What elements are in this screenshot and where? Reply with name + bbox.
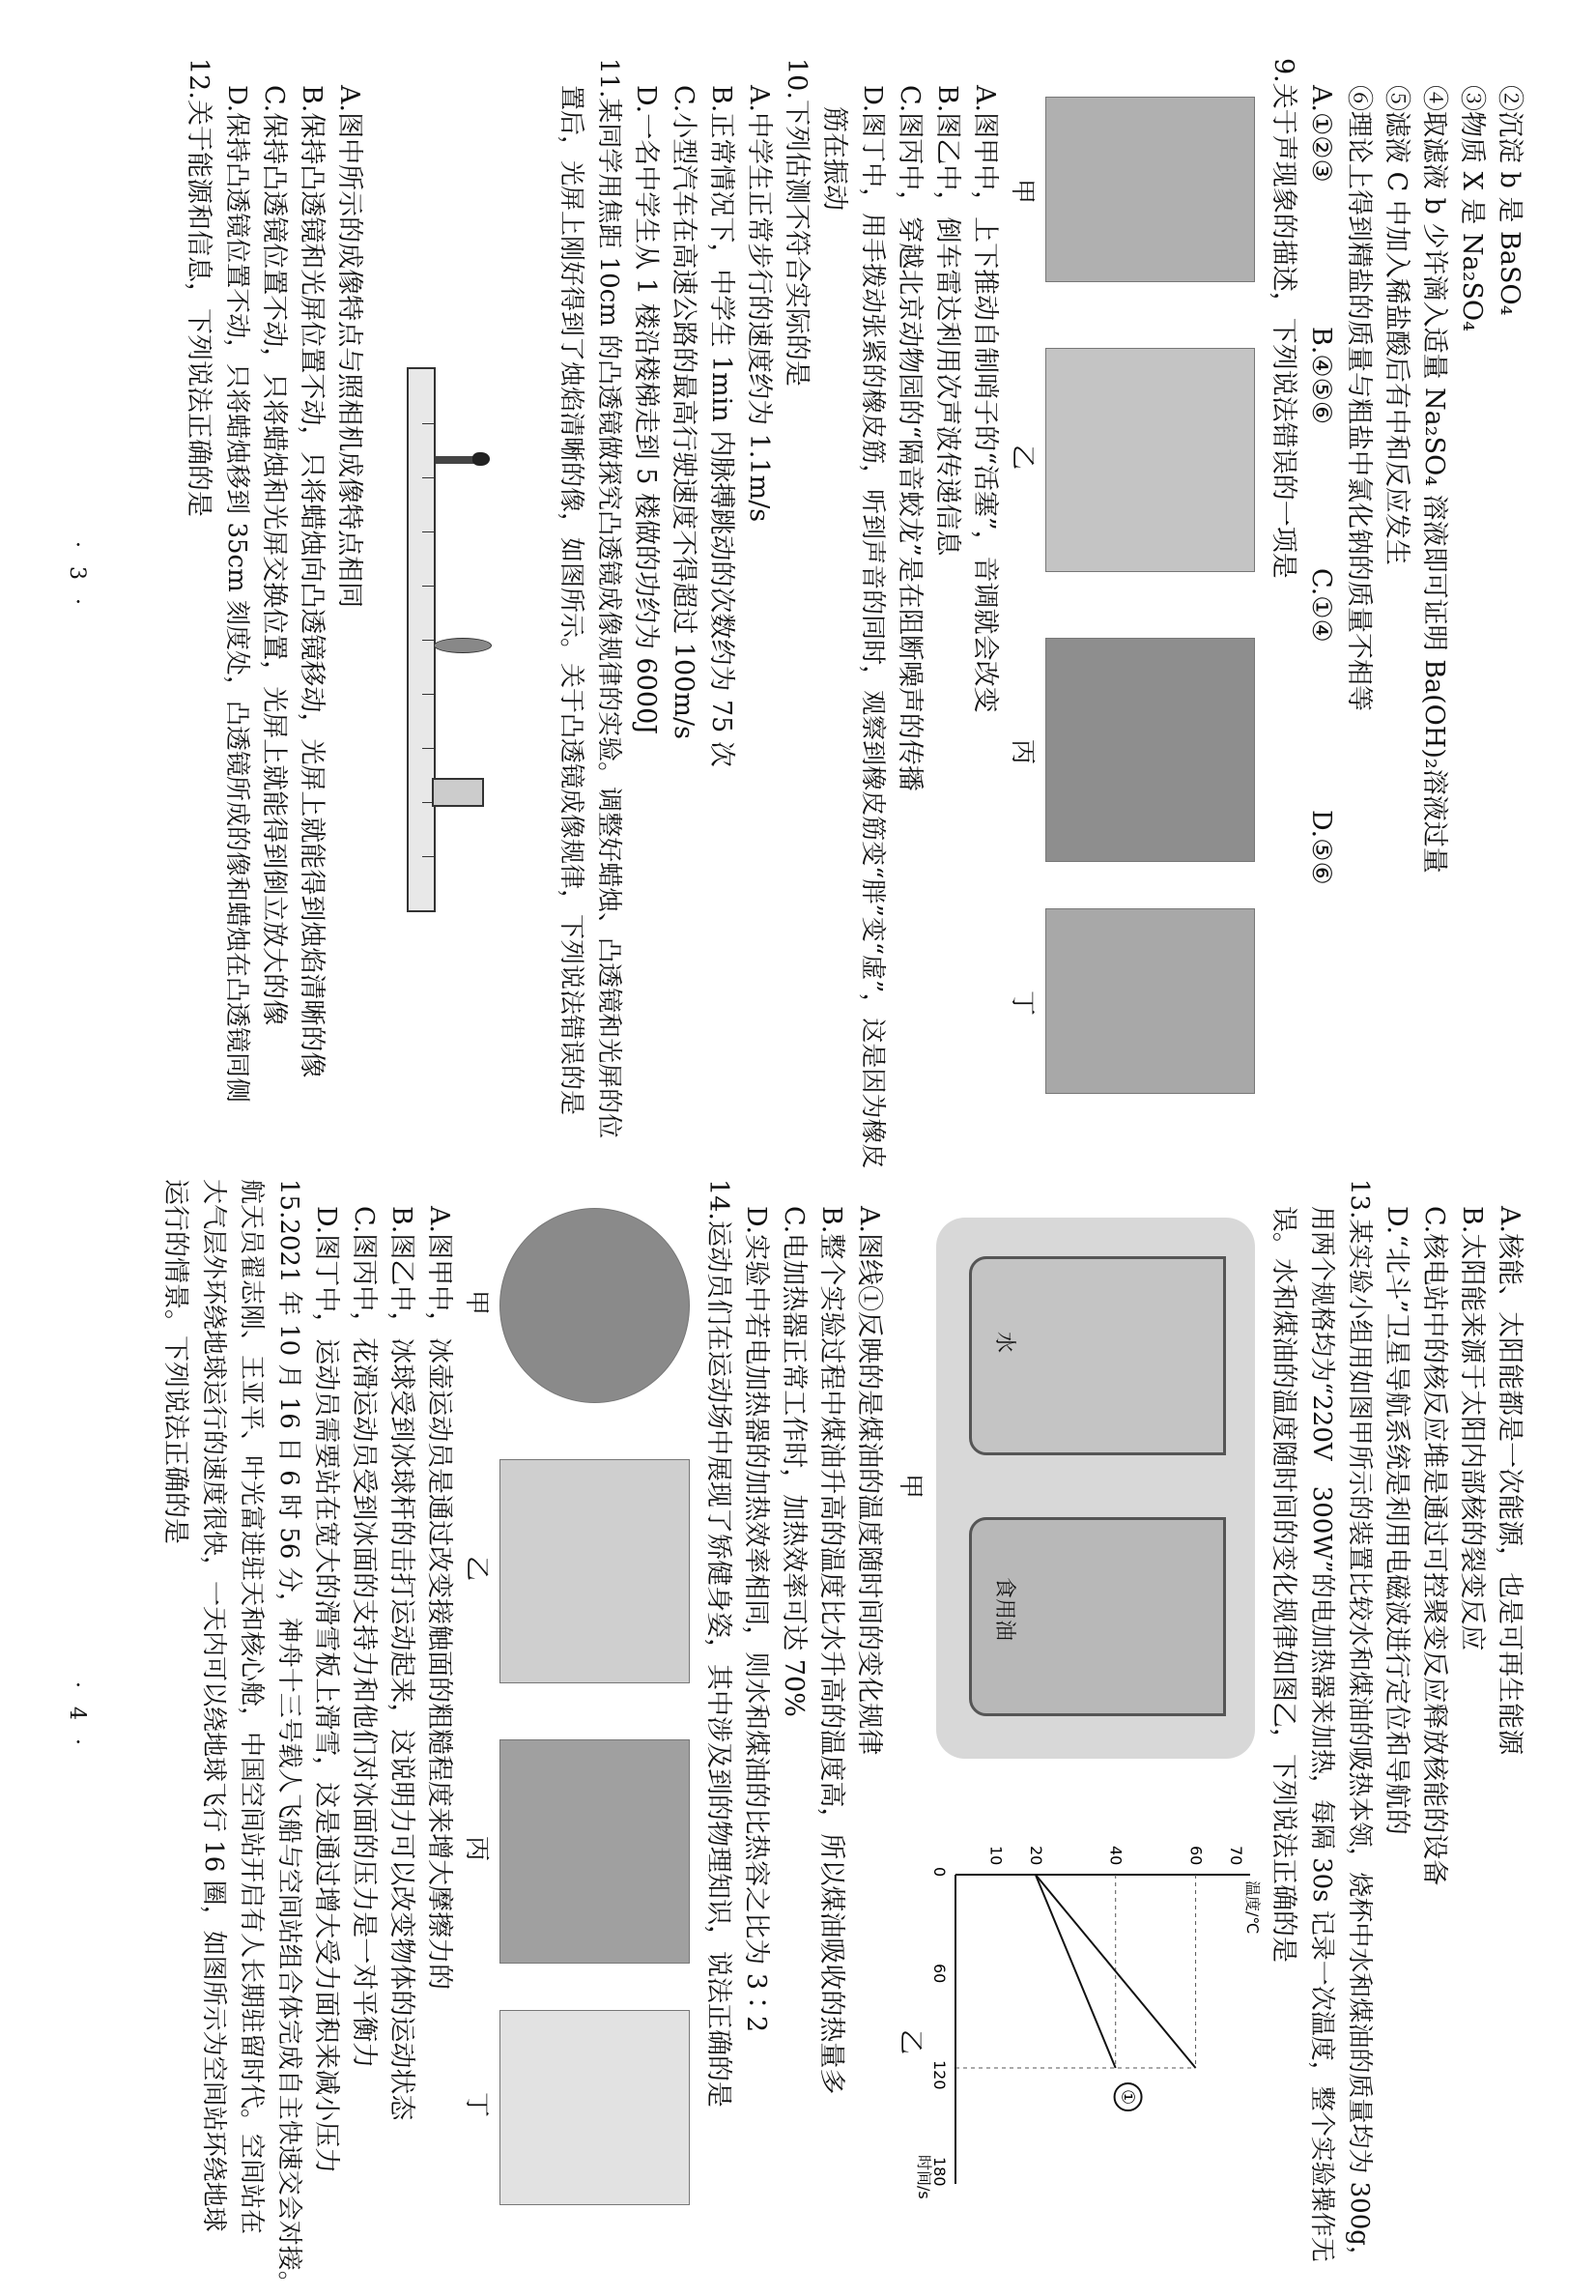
curling-photo [499, 1208, 690, 1403]
q14-figures [458, 1179, 699, 2232]
figure-label: 乙 [462, 1556, 491, 1582]
option: D.一名中学生从 1 楼沿楼梯走到 5 楼做的功约为 6000J [631, 85, 661, 735]
screen-icon [432, 778, 484, 807]
water-beaker [969, 1256, 1226, 1455]
option: C.小型汽车在高速公路的最高行驶速度不得超过 100m/s [669, 85, 698, 739]
y-axis-label: 温度/℃ [1243, 1880, 1262, 1935]
question-stem: 14.运动员们在运动场中展现了矫健身姿，其中涉及到的物理知识，说法正确的是 [703, 1179, 733, 2108]
figure-label: 丙 [1008, 739, 1037, 765]
whistle-photo [1045, 97, 1255, 282]
option: D.保持凸透镜位置不动，只将蜡烛移到 35cm 刻度处，凸透镜所成的像和蜡烛在凸透镜同侧 [222, 85, 251, 1104]
x-axis-label: 时间/s [915, 2155, 933, 2199]
option: B.④⑤⑥ [1306, 327, 1336, 425]
figure-label: 甲 [1008, 179, 1037, 205]
option: A.①②③ [1306, 85, 1336, 183]
question-stem: 大气层外环绕地球运行的速度很快，一天内可以绕地球飞行 16 圈，如图所示为空间站环绕地球 [199, 1179, 228, 2232]
beaker-label: 水 [992, 1332, 1016, 1354]
question-stem: 15.2021 年 10 月 16 日 6 时 56 分，神舟十三号载人飞船与空间站组合体完成自主快速交会对接。 [274, 1179, 303, 2296]
rubber-band-photo [1045, 908, 1255, 1094]
option: B.整个实验过程中煤油升高的温度比水升高的温度高，所以煤油吸收的热量多 [816, 1206, 846, 2095]
x-tick-label: 120 [930, 2060, 949, 2090]
page-number: · 3 · [65, 541, 89, 611]
option: C.图丙中，穿越北京动物园的“隔音蛟龙”是在阻断噪声的传播 [895, 85, 925, 791]
option: B.图乙中，冰球受到冰球杆的击打运动起来，这说明力可以改变物体的运动状态 [386, 1206, 416, 2121]
option: A.图甲中，冰壶运动员是通过改变接触面的粗糙程度来增大摩擦力的 [424, 1206, 454, 1991]
lens-icon [434, 638, 492, 653]
text-line: ④取滤液 b 少许滴入适量 Na₂SO₄ 溶液即可证明 Ba(OH)₂溶液过量 [1419, 85, 1449, 874]
y-tick-label: 40 [1106, 1846, 1126, 1866]
page-number: · 4 · [65, 1681, 89, 1751]
option: D.图丁中，运动员需要站在宽大的滑雪板上滑雪，这是通过增大受力面积来减小压力 [311, 1206, 341, 2174]
figure-label: 丁 [462, 2092, 491, 2118]
q8-options [1302, 58, 1340, 1102]
option: C.保持凸透镜位置不动，只将蜡烛和光屏交换位置，光屏上就能得到倒立放大的像 [259, 85, 289, 1026]
figure-label: 甲 [462, 1290, 491, 1316]
x-tick-label: 180 [930, 2157, 949, 2187]
figure-label: 甲 [896, 1474, 925, 1500]
option: D.⑤⑥ [1306, 810, 1336, 885]
flame-icon [472, 452, 490, 466]
y-tick-label: 10 [986, 1846, 1006, 1866]
optical-bench [407, 367, 436, 912]
temperature-chart [898, 1817, 1265, 2223]
option: B.保持凸透镜和光屏位置不动，只将蜡烛向凸透镜移动，光屏上就能得到烛焰清晰的像 [297, 85, 327, 1078]
question-stem: 12.关于能源和信息，下列说法正确的是 [184, 58, 214, 517]
question-stem: 置后，光屏上刚好得到了烛焰清晰的像，如图所示。关于凸透镜成像规律，下列说法错误的是 [556, 85, 585, 1116]
ice-hockey-photo [499, 1459, 690, 1683]
y-tick-label: 70 [1227, 1846, 1245, 1866]
question-stem: 误。水和煤油的温度随时间的变化规律如图乙，下列说法正确的是 [1268, 1206, 1298, 1963]
x-tick-label: 60 [930, 1964, 949, 1984]
option: D.实验中若电加热器的加热效率相同，则水和煤油的比热容之比为 3∶2 [741, 1206, 771, 2033]
right-page [157, 1179, 1528, 2296]
option: A.中学生正常步行的速度约为 1.1m/s [744, 85, 774, 523]
text-line: ⑤滤液 C 中加入稀盐酸后有中和反应发生 [1382, 85, 1411, 565]
figure-label: 乙 [896, 2029, 925, 2055]
q9-figures [1004, 58, 1265, 1102]
x-tick-label: 0 [930, 1867, 949, 1878]
question-stem: 运行的情景。下列说法正确的是 [160, 1179, 190, 1544]
question-stem: 10.下列估测不符合实际的是 [782, 58, 812, 387]
option: B.图乙中，倒车雷达利用次声波传递信息 [932, 85, 962, 557]
option: A.图甲中，上下推动自制哨子的“活塞”，音调就会改变 [970, 85, 1000, 713]
candle-icon [436, 456, 474, 464]
y-tick-label: 60 [1186, 1846, 1206, 1866]
left-page [180, 58, 1528, 1169]
y-tick-label: 20 [1026, 1846, 1045, 1866]
option-cont: 筋在振动 [819, 106, 849, 211]
beaker-label: 食用油 [992, 1577, 1016, 1642]
figure-label: 丁 [1008, 990, 1037, 1017]
question-stem: 13.某实验小组用如图甲所示的装置比较水和煤油的吸热本领，烧杯中水和煤油的质量均为 300g， [1345, 1179, 1374, 2271]
question-stem: 9.关于声现象的描述，下列说法错误的一项是 [1268, 58, 1298, 579]
question-stem: 航天员翟志刚、王亚平、叶光富进驻天和核心舱，中国空间站开启有人长期驻留时代。空间站在 [237, 1179, 266, 2235]
question-stem: 11.某同学用焦距 10cm 的凸透镜做探究凸透镜成像规律的实验。调整好蜡烛、凸透镜和光屏的位 [594, 58, 623, 1139]
option: C.图丙中，花滑运动员受到冰面的支持力和他们对冰面的压力是一对平衡力 [349, 1206, 379, 2069]
figure-skating-photo [499, 1739, 690, 1964]
beakers-photo [936, 1218, 1255, 1759]
option: B.正常情况下，中学生 1min 内脉搏跳动的次数约为 75 次 [706, 85, 736, 767]
option: A.核能、太阳能都是一次能源，也是可再生能源 [1495, 1206, 1525, 1756]
figure-label: 丙 [462, 1836, 491, 1862]
option: A.图中所示的成像特点与照相机成像特点相同 [334, 85, 364, 609]
car-radar-photo [1045, 348, 1255, 572]
series-label: ① [1117, 2089, 1138, 2106]
option: C.电加热器正常工作时，加热效率可达 70% [779, 1206, 809, 1717]
option: C.①④ [1306, 568, 1336, 643]
option: D.图丁中，用手拨动张紧的橡皮筋，听到声音的同时，观察到橡皮筋变“胖”变“虚”，这是因为橡皮 [858, 85, 887, 1169]
text-line: ③物质 X 是 Na₂SO₄ [1457, 85, 1487, 331]
optical-bench-figure [368, 58, 552, 1102]
option: D.“北斗”卫星导航系统是利用电磁波进行定位和导航的 [1382, 1206, 1411, 1835]
option: C.核电站中的核反应堆是通过可控聚变反应释放核能的设备 [1419, 1206, 1449, 1886]
figure-label: 乙 [1008, 445, 1037, 471]
series-line-2 [1036, 1875, 1116, 2068]
sound-barrier-photo [1045, 638, 1255, 862]
q13-figures [888, 1179, 1265, 2232]
option: B.太阳能来源于太阳内部核的裂变反应 [1457, 1206, 1487, 1651]
text-line: ②沉淀 b 是 BaSO₄ [1495, 85, 1525, 316]
option: A.图线①反映的是煤油的温度随时间的变化规律 [854, 1206, 884, 1756]
skiing-photo [499, 2010, 690, 2205]
question-stem: 用两个规格均为“220V 300W”的电加热器来加热，每隔 30s 记录一次温度，整个实验操作无 [1307, 1206, 1336, 2262]
text-line: ⑥理论上得到精盐的质量与粗盐中氯化钠的质量不相等 [1344, 85, 1374, 711]
